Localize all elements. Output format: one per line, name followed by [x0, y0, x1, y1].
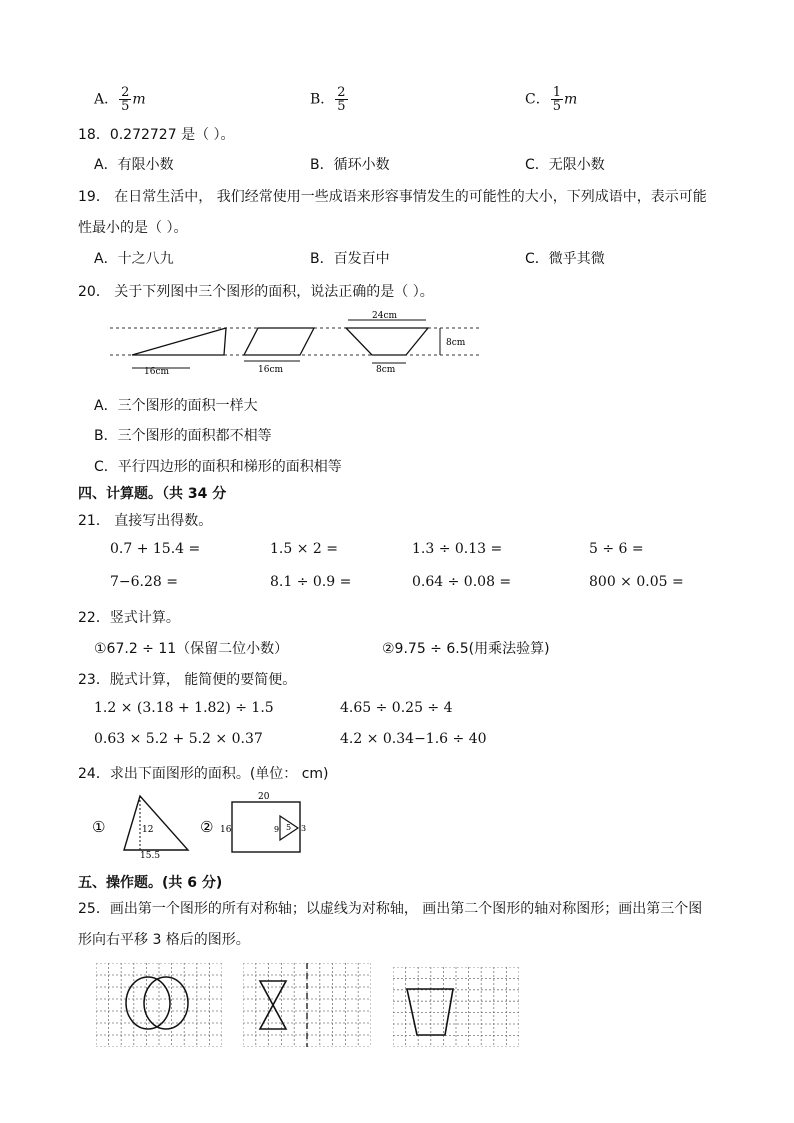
- fig2-tri-height: 9: [274, 825, 280, 834]
- fig2-height: 16: [220, 825, 232, 835]
- section-4-title: 四、计算题。（共 34 分: [78, 486, 227, 502]
- q20-figure: [100, 308, 480, 382]
- q18-option-c[interactable]: C．无限小数: [525, 157, 605, 173]
- q19-option-b[interactable]: B．百发百中: [310, 251, 390, 267]
- q17-option-a[interactable]: [94, 86, 146, 113]
- right-ellipse: [144, 977, 188, 1029]
- unit: m: [132, 91, 146, 108]
- fig1-height: 12: [142, 825, 154, 835]
- grid-3: [393, 967, 519, 1047]
- q23-item-1: 1.2 × (3.18 + 1.82) ÷ 1.5: [94, 700, 274, 716]
- q17-option-c[interactable]: [525, 86, 577, 113]
- fraction: $\frac{2}{5}$: [121, 85, 130, 114]
- height-label: 8cm: [446, 338, 466, 348]
- q24-stem: 24．求出下面图形的面积。(单位： cm): [78, 766, 329, 782]
- q21-item: 1.3 ÷ 0.13 =: [412, 541, 503, 557]
- tri-base-label: 16cm: [144, 367, 170, 377]
- q18-stem: 18．0.272727 是（ ）。: [78, 127, 235, 143]
- option-label: B．: [310, 91, 335, 108]
- q23-item-4: 4.2 × 0.34−1.6 ÷ 40: [340, 731, 487, 747]
- trapezoid-shape: [407, 989, 453, 1035]
- para-base-label: 16cm: [258, 365, 284, 375]
- fig2-width: 20: [258, 792, 270, 802]
- q21-item: 7−6.28 =: [110, 574, 178, 590]
- fraction: $\frac{2}{5}$: [337, 85, 346, 114]
- q22-stem: 22．竖式计算。: [78, 610, 180, 626]
- grid-lines: [393, 967, 519, 1047]
- grid-1: [96, 963, 222, 1047]
- fig2-tri-base: 5: [286, 823, 292, 832]
- fig2-side: 3: [301, 824, 307, 833]
- option-label: C．: [525, 91, 550, 108]
- figure-1-mark: ①: [92, 818, 106, 836]
- q20-option-b[interactable]: B．三个图形的面积都不相等: [94, 428, 272, 444]
- q21-item: 5 ÷ 6 =: [589, 541, 644, 557]
- fig1-base: 15.5: [140, 851, 161, 860]
- option-label: A．: [94, 91, 119, 108]
- fraction: $\frac{1}{5}$: [552, 85, 561, 114]
- trap-top-label: 24cm: [372, 311, 398, 321]
- q25-stem-line1: 25．画出第一个图形的所有对称轴；以虚线为对称轴， 画出第二个图形的轴对称图形；画出第三个图: [78, 901, 703, 917]
- section-5-title: 五、操作题。(共 6 分): [78, 875, 223, 891]
- q23-stem: 23．脱式计算， 能简便的要简便。: [78, 672, 297, 688]
- q21-item: 800 × 0.05 =: [589, 574, 684, 590]
- q21-stem: 21． 直接写出得数。: [78, 513, 213, 529]
- figure-2-mark: ②: [200, 818, 214, 836]
- q23-item-3: 0.63 × 5.2 + 5.2 × 0.37: [94, 731, 263, 747]
- q17-option-b[interactable]: [310, 86, 349, 113]
- q19-stem-line2: 性最小的是（ ）。: [78, 220, 188, 236]
- unit: m: [564, 91, 578, 108]
- q24-figures: [88, 788, 318, 860]
- q20-option-c[interactable]: C．平行四边形的面积和梯形的面积相等: [94, 459, 342, 475]
- q23-item-2: 4.65 ÷ 0.25 ÷ 4: [340, 700, 453, 716]
- left-ellipse: [126, 977, 170, 1029]
- q21-item: 0.7 + 15.4 =: [110, 541, 201, 557]
- q18-option-b[interactable]: B．循环小数: [310, 157, 390, 173]
- q21-item: 1.5 × 2 =: [270, 541, 338, 557]
- q21-item: 0.64 ÷ 0.08 =: [412, 574, 512, 590]
- q22-item-1: ①67.2 ÷ 11（保留二位小数）: [94, 641, 289, 657]
- q22-item-2: ②9.75 ÷ 6.5(用乘法验算): [382, 641, 550, 657]
- q18-option-a[interactable]: A．有限小数: [94, 157, 174, 173]
- q21-item: 8.1 ÷ 0.9 =: [270, 574, 352, 590]
- q20-option-a[interactable]: A．三个图形的面积一样大: [94, 398, 258, 414]
- grid-lines: [96, 963, 222, 1047]
- q20-stem: 20． 关于下列图中三个图形的面积，说法正确的是（ ）。: [78, 284, 434, 300]
- hourglass-shape: [260, 981, 286, 1029]
- grid-2: [243, 963, 371, 1047]
- q19-option-a[interactable]: A．十之八九: [94, 251, 174, 267]
- q19-option-c[interactable]: C．微乎其微: [525, 251, 605, 267]
- trap-bottom-label: 8cm: [376, 365, 396, 375]
- q25-stem-line2: 形向右平移 3 格后的图形。: [78, 932, 250, 948]
- q19-stem-line1: 19． 在日常生活中， 我们经常使用一些成语来形容事情发生的可能性的大小，下列成语中，表示可能: [78, 189, 707, 205]
